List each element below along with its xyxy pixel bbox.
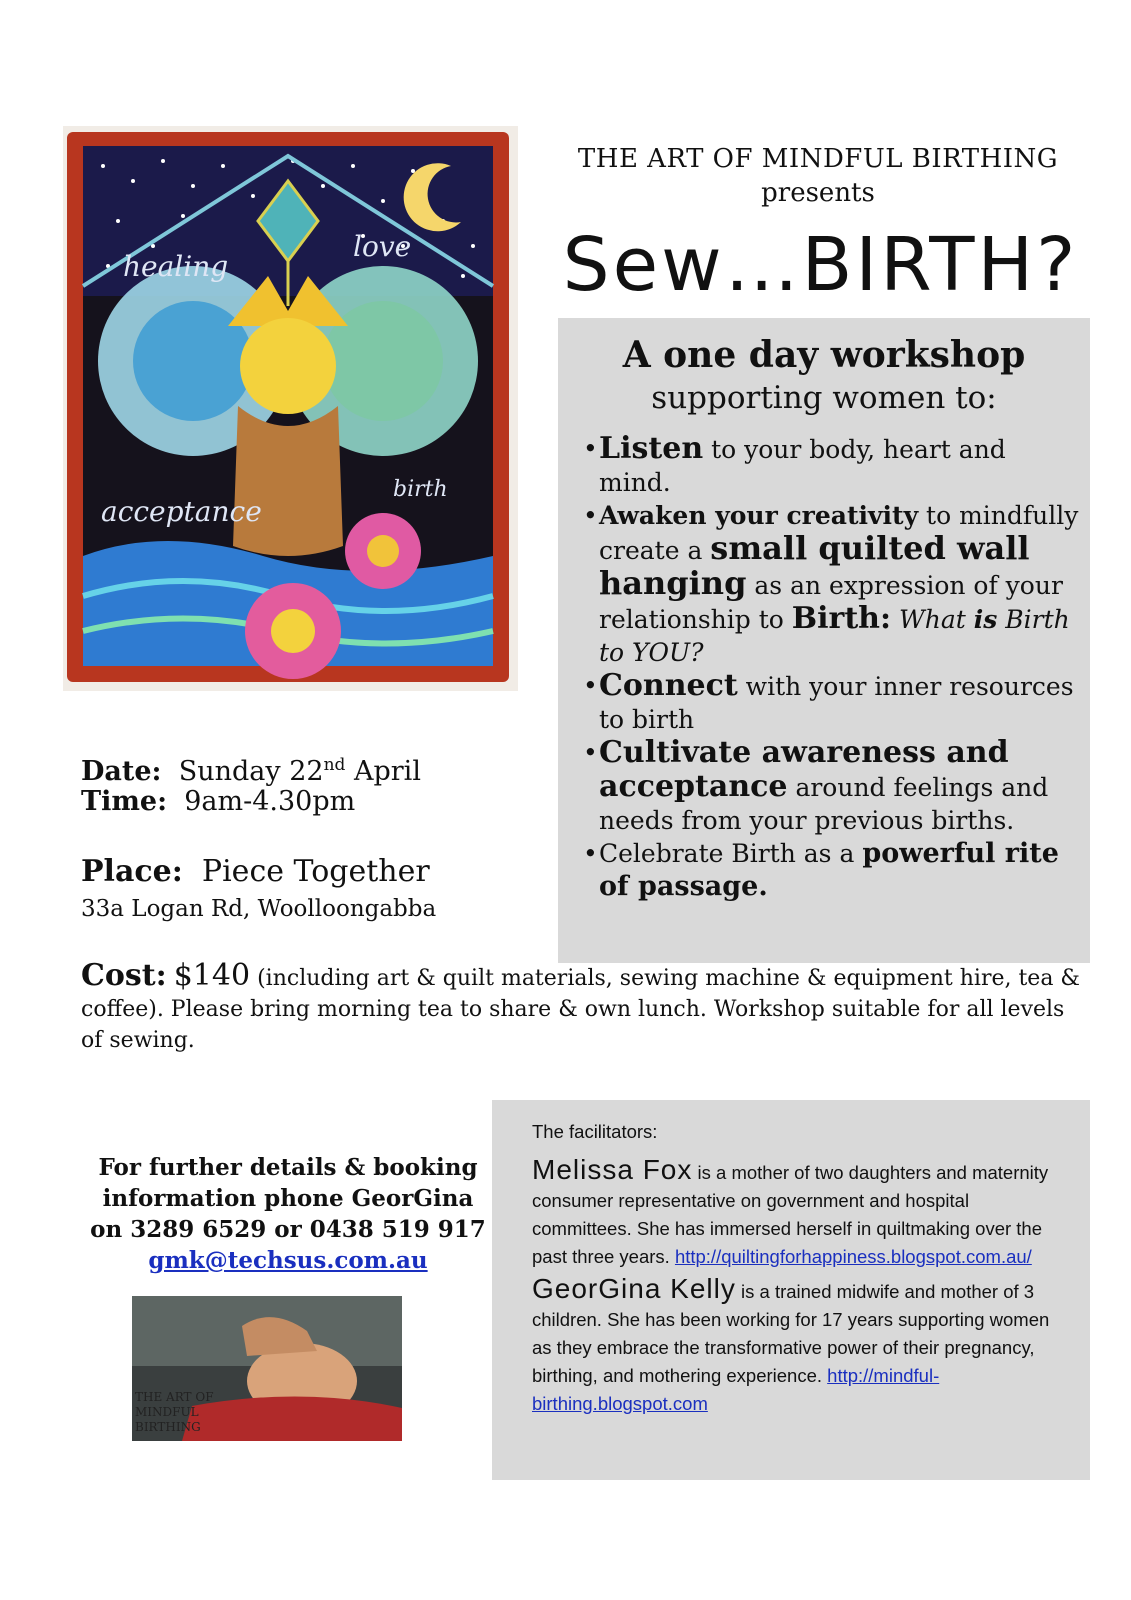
booking-line-3: on 3289 6529 or 0438 519 917: [90, 1216, 486, 1243]
bullet-awaken: [583, 499, 1083, 669]
date-value: Sunday 22: [178, 756, 324, 787]
quilt-word-healing: healing: [123, 250, 229, 283]
bullet-awaken-text: to mindfully create a: [599, 501, 1079, 565]
bullet-awaken-question-a: What: [891, 605, 974, 634]
facilitator-2-name: GeorGina Kelly: [532, 1273, 736, 1304]
cost-value: $140: [173, 958, 251, 993]
time-value: 9am-4.30pm: [184, 786, 356, 817]
quilt-word-birth: birth: [393, 477, 448, 502]
bullet-dot: •: [583, 738, 598, 767]
quilt-artwork-image: [63, 126, 518, 691]
time-line: [81, 784, 355, 819]
booking-email-link[interactable]: gmk@techsus.com.au: [148, 1247, 428, 1274]
bullet-connect: [583, 669, 1083, 736]
bullet-connect-text: with your inner resources to birth: [599, 672, 1074, 734]
cost-block: [81, 960, 1091, 1056]
place-line: [81, 854, 430, 889]
workshop-subheading: supporting women to:: [651, 380, 997, 416]
presents-text: presents: [761, 178, 875, 208]
date-month: April: [345, 756, 421, 787]
bullet-awaken-wall-hanging: small quilted wall hanging: [599, 529, 1030, 602]
photo-caption-line-3: BIRTHING: [135, 1420, 201, 1434]
bullet-listen: [583, 432, 1083, 499]
facilitators-heading: The facilitators:: [532, 1121, 658, 1142]
organisation-name: THE ART OF MINDFUL BIRTHING: [577, 144, 1059, 174]
bullet-celebrate: [583, 837, 1083, 903]
bullet-celebrate-bold: powerful rite of passage.: [599, 838, 1059, 902]
bullet-awaken-bold: Awaken your creativity: [599, 501, 919, 530]
bullet-cultivate-text: around feelings and needs from your previous births.: [599, 773, 1049, 835]
facilitator-1-blog-link[interactable]: http://quiltingforhappiness.blogspot.com.au/: [674, 1246, 1032, 1267]
photo-caption-line-2: MINDFUL: [135, 1405, 199, 1419]
event-title: Sew…BIRTH?: [562, 222, 1079, 308]
facilitator-2-bio: is a trained midwife and mother of 3 children. She has been working for 17 years supporting women as they embrace the transformative power of their pregnancy, birthing, and mothering experience.: [532, 1281, 1050, 1386]
bullet-cultivate: [583, 736, 1083, 837]
bullet-awaken-text-2: as an expression of your relationship to: [599, 571, 1063, 634]
facilitator-1-name: Melissa Fox: [532, 1154, 693, 1185]
bullet-dot: •: [583, 839, 598, 868]
bullet-dot: •: [583, 671, 598, 700]
bullet-awaken-question-is: is: [973, 605, 998, 634]
photo-caption-line-1: THE ART OF: [135, 1390, 214, 1404]
booking-line-2: information phone GeorGina: [102, 1185, 474, 1212]
booking-line-1: For further details & booking: [98, 1154, 478, 1181]
bullet-listen-text: to your body, heart and mind.: [599, 435, 1006, 497]
bullet-dot: •: [583, 434, 598, 463]
bullet-awaken-birth: Birth:: [791, 601, 892, 636]
address: 33a Logan Rd, Woolloongabba: [81, 896, 437, 922]
bullet-connect-bold: Connect: [599, 668, 738, 703]
facilitator-1-bio: is a mother of two daughters and maternity consumer representative on government and hospital committees. She has immersed herself in quiltmaking over the past three years.: [532, 1162, 1049, 1267]
workshop-bullet-list: [583, 432, 1083, 903]
pregnant-woman-photo: [132, 1296, 402, 1441]
booking-info: [88, 1152, 488, 1276]
place-label: Place:: [81, 854, 183, 889]
date-suffix: nd: [323, 755, 346, 775]
bullet-dot: •: [583, 501, 598, 530]
place-value: Piece Together: [201, 854, 430, 889]
quilt-word-acceptance: acceptance: [101, 495, 262, 528]
date-label: Date:: [81, 756, 162, 787]
cost-note: (including art & quilt materials, sewing machine & equipment hire, tea & coffee). Please bring morning tea to share & own lunch. Workshop suitable for all levels of sewing.: [81, 966, 1081, 1053]
bullet-cultivate-bold: Cultivate awareness and acceptance: [599, 735, 1009, 804]
date-line: [81, 748, 421, 789]
bullet-listen-bold: Listen: [599, 431, 704, 466]
time-label: Time:: [81, 786, 168, 817]
cost-label: Cost:: [81, 958, 167, 993]
facilitator-2-blog-link[interactable]: http://mindful-birthing.blogspot.com: [532, 1365, 940, 1414]
facilitators-text: [532, 1118, 1072, 1418]
quilt-word-love: love: [353, 230, 412, 263]
bullet-celebrate-text: Celebrate Birth as a: [599, 839, 863, 868]
bullet-awaken-question-b: Birth to YOU?: [599, 605, 1070, 667]
workshop-heading: A one day workshop: [622, 334, 1026, 376]
